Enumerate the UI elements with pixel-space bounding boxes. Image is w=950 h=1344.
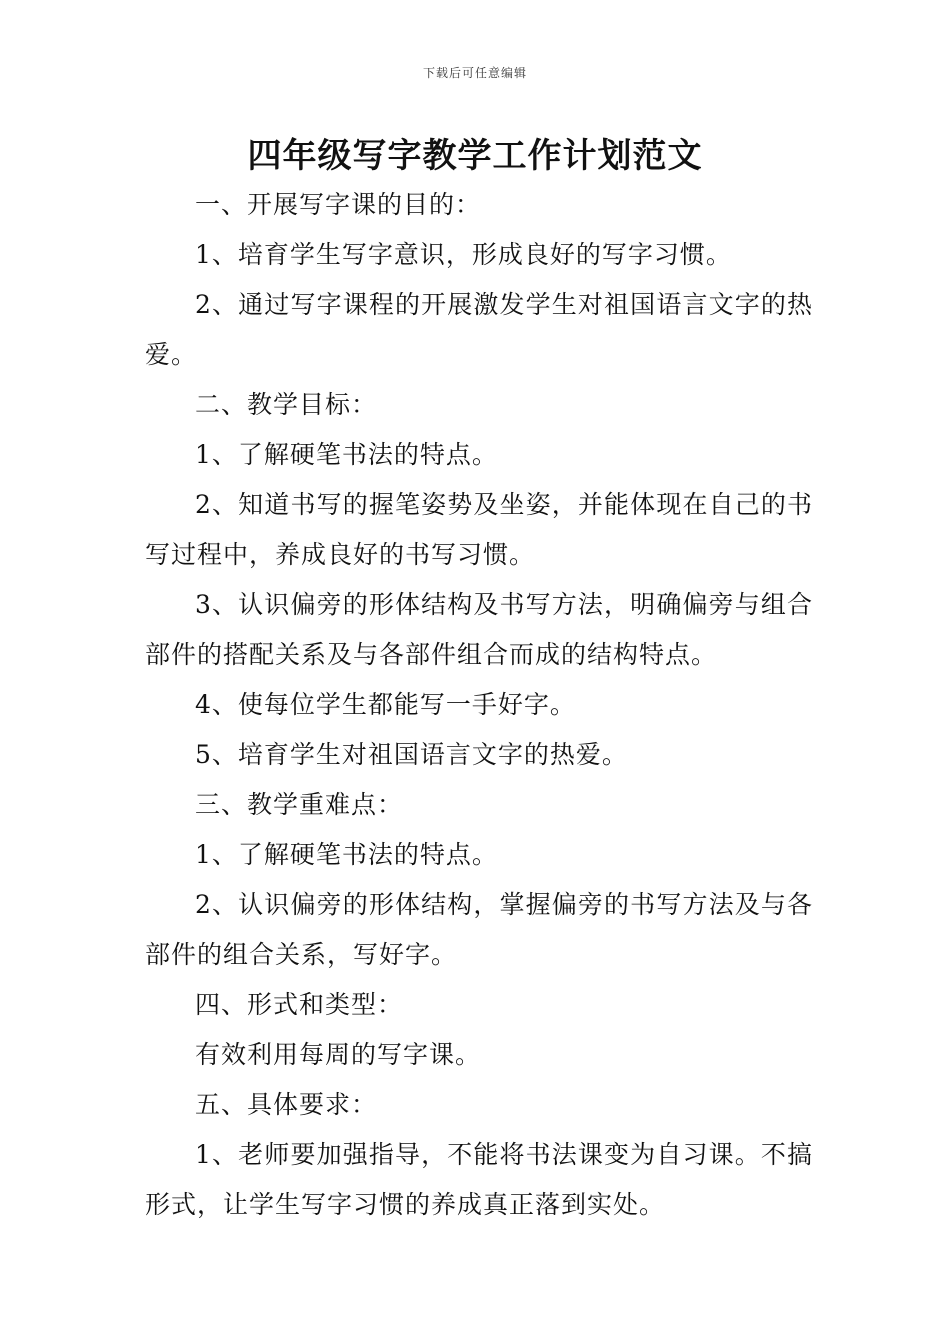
- paragraph: 5、培育学生对祖国语言文字的热爱。: [195, 740, 628, 769]
- section-heading-goals: 二、教学目标：: [195, 390, 378, 419]
- paragraph: 1、老师要加强指导，不能将书法课变为自习课。不搞形式，让学生写字习惯的养成真正落到实处。: [145, 1140, 813, 1219]
- paragraph: 有效利用每周的写字课。: [195, 1040, 482, 1069]
- paragraph: 1、了解硬笔书法的特点。: [195, 440, 498, 469]
- paragraph: 3、认识偏旁的形体结构及书写方法，明确偏旁与组合部件的搭配关系及与各部件组合而成的结构特点。: [145, 590, 813, 669]
- paragraph: 2、通过写字课程的开展激发学生对祖国语言文字的热爱。: [145, 290, 813, 369]
- document-body: [145, 180, 813, 1230]
- paragraph: 1、培育学生写字意识，形成良好的写字习惯。: [195, 240, 732, 269]
- paragraph: 1、了解硬笔书法的特点。: [195, 840, 498, 869]
- document-title: 四年级写字教学工作计划范文: [247, 136, 703, 176]
- section-heading-key-points: 三、教学重难点：: [195, 790, 404, 819]
- section-heading-purpose: 一、开展写字课的目的：: [195, 190, 482, 219]
- page-header-note: 下载后可任意编辑: [422, 66, 527, 80]
- paragraph: 4、使每位学生都能写一手好字。: [195, 690, 576, 719]
- section-heading-format: 四、形式和类型：: [195, 990, 404, 1019]
- section-heading-requirements: 五、具体要求：: [195, 1090, 378, 1119]
- paragraph: 2、知道书写的握笔姿势及坐姿，并能体现在自己的书写过程中，养成良好的书写习惯。: [145, 490, 813, 569]
- paragraph: 2、认识偏旁的形体结构，掌握偏旁的书写方法及与各部件的组合关系，写好字。: [145, 890, 813, 969]
